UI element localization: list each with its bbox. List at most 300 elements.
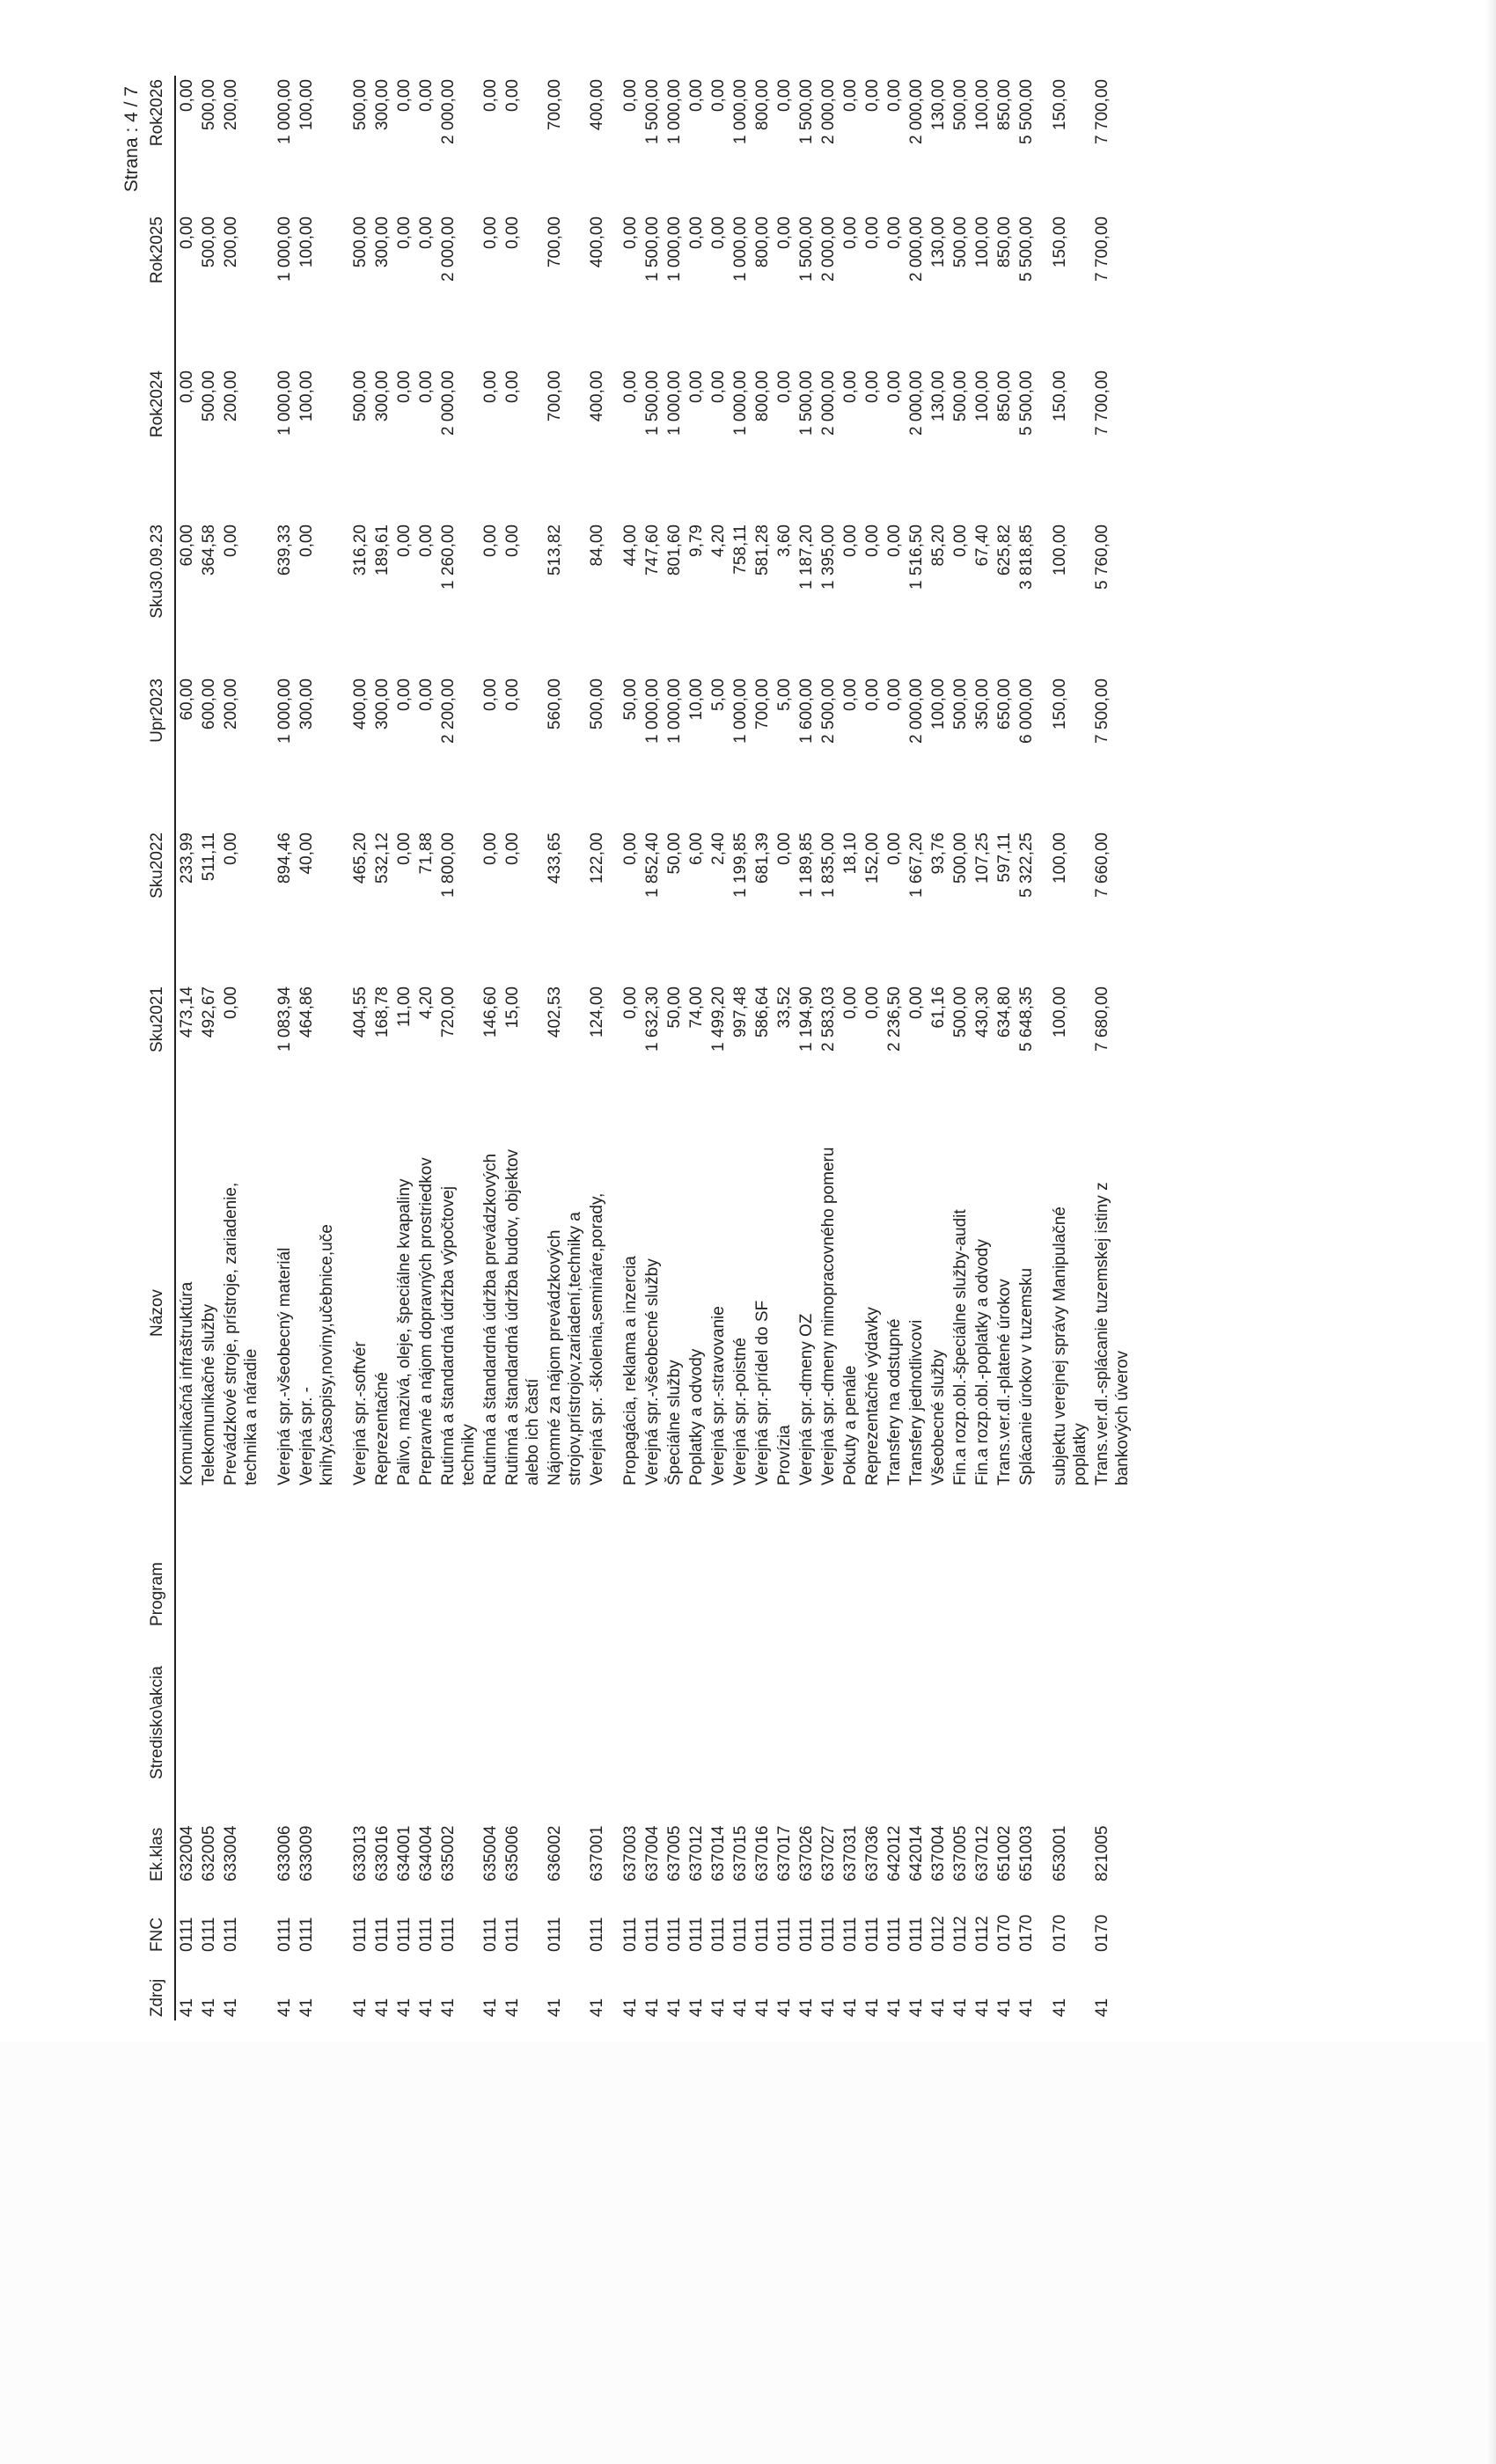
cell-sku2022: 681,39	[753, 832, 772, 884]
cell-zdroj: 41	[863, 1998, 882, 2017]
cell-rok2026: 0,00	[178, 79, 196, 112]
table-row	[730, 76, 752, 2020]
cell-program	[994, 1489, 1016, 1630]
cell-rok2025: 500,00	[951, 216, 970, 268]
cell-sku2021: 11,00	[395, 986, 414, 1028]
cell-rok2026: 0,00	[395, 79, 414, 112]
cell-sku2021: 1 083,94	[275, 986, 294, 1052]
cell-stredisko	[1038, 1630, 1091, 1783]
page-number: Strana : 4 / 7	[121, 86, 142, 193]
cell-rok2024: 500,00	[200, 370, 218, 422]
cell-sku2022: 5 322,25	[1017, 832, 1036, 898]
scan-background	[0, 2042, 1496, 2464]
cell-zdroj: 41	[753, 1998, 772, 2017]
cell-nazov: Propagácia, reklama a inzercia	[621, 1256, 640, 1485]
cell-program	[608, 1489, 642, 1630]
cell-fnc: 0111	[863, 1917, 882, 1952]
cell-ekklas: 634001	[395, 1825, 414, 1881]
cell-sku2023: 0,00	[863, 524, 882, 557]
cell-rok2026: 400,00	[588, 79, 606, 131]
cell-sku2023: 1 187,20	[797, 524, 816, 590]
cell-ekklas: 642014	[907, 1825, 926, 1881]
cell-rok2026: 0,00	[687, 79, 706, 112]
cell-fnc: 0170	[1051, 1914, 1069, 1952]
cell-fnc: 0111	[709, 1917, 728, 1952]
cell-rok2025: 100,00	[973, 216, 992, 268]
cell-rok2026: 100,00	[973, 79, 992, 131]
cell-nazov: Verejná spr.-dmeny OZ	[797, 1313, 816, 1485]
cell-sku2023: 316,20	[351, 524, 370, 576]
cell-sku2022: 511,11	[200, 832, 218, 882]
cell-sku2023: 801,60	[665, 524, 684, 576]
cell-nazov: Verejná spr.-dmeny mimopracovného pomeru	[819, 1147, 838, 1485]
cell-fnc: 0112	[929, 1916, 948, 1952]
cell-rok2024: 5 500,00	[1017, 370, 1036, 436]
cell-zdroj: 41	[178, 1998, 196, 2017]
cell-fnc: 0111	[417, 1917, 436, 1952]
table-row	[175, 76, 198, 2020]
cell-stredisko	[818, 1630, 840, 1783]
cell-ekklas: 632005	[200, 1825, 218, 1881]
cell-rok2024: 0,00	[687, 370, 706, 403]
cell-nazov: Špeciálne služby	[665, 1360, 684, 1485]
cell-rok2026: 0,00	[417, 79, 436, 112]
cell-sku2021: 473,14	[178, 986, 196, 1038]
cell-sku2023: 747,60	[643, 524, 662, 576]
cell-upr2023: 300,00	[297, 678, 316, 730]
cell-sku2022: 40,00	[297, 832, 316, 875]
cell-upr2023: 700,00	[753, 678, 772, 730]
cell-fnc: 0112	[951, 1916, 970, 1952]
cell-sku2022: 152,00	[863, 832, 882, 884]
cell-stredisko	[928, 1630, 950, 1783]
cell-rok2026: 700,00	[546, 79, 564, 131]
cell-upr2023: 200,00	[222, 678, 240, 730]
cell-sku2022: 0,00	[503, 832, 522, 865]
col-zdroj: Zdroj	[148, 1955, 175, 2020]
cell-nazov: Provízia	[775, 1425, 794, 1485]
cell-rok2026: 0,00	[885, 79, 904, 112]
cell-rok2025: 0,00	[503, 216, 522, 249]
cell-stredisko	[480, 1630, 502, 1783]
col-rok2024: Rok2024	[148, 367, 175, 521]
cell-sku2021: 430,30	[973, 986, 992, 1038]
cell-program	[586, 1489, 608, 1630]
cell-sku2021: 586,64	[753, 986, 772, 1038]
cell-ekklas: 633006	[275, 1825, 294, 1881]
cell-fnc: 0111	[797, 1917, 816, 1952]
cell-nazov: Verejná spr.-softvér	[351, 1341, 370, 1485]
cell-fnc: 0111	[481, 1917, 500, 1952]
cell-zdroj: 41	[1051, 1998, 1069, 2017]
col-rok2025: Rok2025	[148, 213, 175, 367]
cell-rok2026: 7 700,00	[1093, 79, 1111, 144]
cell-rok2025: 0,00	[709, 216, 728, 249]
cell-ekklas: 632004	[178, 1825, 196, 1881]
cell-fnc: 0111	[643, 1917, 662, 1952]
cell-rok2025: 2 000,00	[907, 216, 926, 282]
cell-zdroj: 41	[995, 1998, 1014, 2017]
cell-stredisko	[642, 1630, 664, 1783]
cell-sku2021: 33,52	[775, 986, 794, 1029]
cell-rok2025: 700,00	[546, 216, 564, 268]
table-row	[884, 76, 906, 2020]
cell-ekklas: 637012	[687, 1825, 706, 1881]
cell-zdroj: 41	[503, 1998, 522, 2017]
cell-zdroj: 41	[395, 1998, 414, 2017]
table-row	[840, 76, 862, 2020]
cell-upr2023: 10,00	[687, 678, 706, 721]
cell-sku2021: 2 236,50	[885, 986, 904, 1052]
cell-sku2023: 0,00	[395, 524, 414, 557]
cell-sku2021: 464,86	[297, 986, 316, 1038]
cell-zdroj: 41	[1093, 1998, 1111, 2017]
cell-program	[544, 1489, 586, 1630]
cell-zdroj: 41	[951, 1998, 970, 2017]
cell-rok2024: 0,00	[885, 370, 904, 403]
cell-nazov: Telekomunikačné služby	[200, 1304, 218, 1485]
cell-zdroj: 41	[643, 1998, 662, 2017]
cell-fnc: 0111	[395, 1917, 414, 1952]
cell-stredisko	[1016, 1630, 1038, 1783]
cell-fnc: 0111	[297, 1917, 316, 1952]
cell-rok2024: 7 700,00	[1093, 370, 1111, 436]
cell-fnc: 0170	[1093, 1914, 1111, 1952]
cell-upr2023: 60,00	[178, 678, 196, 721]
cell-ekklas: 634004	[417, 1825, 436, 1881]
table-row	[220, 76, 262, 2020]
cell-stredisko	[608, 1630, 642, 1783]
cell-program	[884, 1489, 906, 1630]
table-row	[502, 76, 544, 2020]
cell-upr2023: 1 000,00	[731, 678, 750, 744]
col-rok2026: Rok2026	[148, 76, 175, 213]
cell-upr2023: 350,00	[973, 678, 992, 730]
cell-upr2023: 600,00	[200, 678, 218, 730]
cell-sku2022: 1 852,40	[643, 832, 662, 898]
cell-fnc: 0111	[731, 1917, 750, 1952]
cell-stredisko	[175, 1630, 198, 1783]
cell-rok2026: 0,00	[775, 79, 794, 112]
cell-nazov: Rutinná a štandardná údržba budov, objektov alebo ich častí	[503, 1148, 542, 1485]
cell-fnc: 0111	[178, 1917, 196, 1952]
cell-rok2026: 0,00	[621, 79, 640, 112]
cell-ekklas: 637016	[753, 1825, 772, 1881]
table-row	[544, 76, 586, 2020]
cell-ekklas: 653001	[1051, 1825, 1069, 1881]
cell-zdroj: 41	[546, 1998, 564, 2017]
cell-upr2023: 6 000,00	[1017, 678, 1036, 744]
cell-fnc: 0111	[546, 1917, 564, 1952]
cell-stredisko	[415, 1630, 437, 1783]
cell-rok2024: 0,00	[709, 370, 728, 403]
cell-ekklas: 637015	[731, 1825, 750, 1881]
cell-program	[796, 1489, 818, 1630]
cell-upr2023: 500,00	[588, 678, 606, 730]
cell-nazov: Prepravné a nájom dopravných prostriedkov	[417, 1157, 436, 1485]
table-row	[774, 76, 796, 2020]
cell-rok2024: 1 500,00	[797, 370, 816, 436]
cell-nazov: Nájomné za nájom prevádzkových strojov,prístrojov,zariadení,techniky a	[546, 1212, 584, 1485]
cell-rok2024: 700,00	[546, 370, 564, 422]
cell-program	[338, 1489, 371, 1630]
cell-sku2022: 93,76	[929, 832, 948, 875]
cell-stredisko	[664, 1630, 686, 1783]
cell-sku2023: 44,00	[621, 524, 640, 567]
cell-nazov: Verejná spr.-všeobecný materiál	[275, 1247, 294, 1485]
cell-stredisko	[544, 1630, 586, 1783]
cell-nazov: Všeobecné služby	[929, 1349, 948, 1485]
cell-zdroj: 41	[665, 1998, 684, 2017]
cell-upr2023: 0,00	[395, 678, 414, 711]
cell-sku2023: 364,58	[200, 524, 218, 576]
cell-rok2025: 800,00	[753, 216, 772, 268]
cell-rok2026: 300,00	[373, 79, 392, 131]
cell-nazov: Rutinná a štandardná údržba výpočtovej techniky	[439, 1185, 478, 1485]
cell-rok2025: 0,00	[885, 216, 904, 249]
table-row	[437, 76, 480, 2020]
cell-fnc: 0111	[885, 1917, 904, 1952]
cell-program	[1016, 1489, 1038, 1630]
cell-fnc: 0111	[275, 1917, 294, 1952]
cell-rok2025: 2 000,00	[819, 216, 838, 282]
cell-rok2025: 0,00	[863, 216, 882, 249]
cell-upr2023: 0,00	[841, 678, 860, 711]
cell-stredisko	[796, 1630, 818, 1783]
cell-upr2023: 0,00	[417, 678, 436, 711]
cell-sku2021: 720,00	[439, 986, 458, 1038]
cell-ekklas: 651002	[995, 1825, 1014, 1881]
cell-upr2023: 7 500,00	[1093, 678, 1111, 744]
cell-stredisko	[884, 1630, 906, 1783]
cell-sku2023: 625,82	[995, 524, 1014, 576]
cell-sku2022: 1 667,20	[907, 832, 926, 898]
cell-stredisko	[906, 1630, 928, 1783]
cell-program	[1091, 1489, 1133, 1630]
cell-sku2023: 3 818,85	[1017, 524, 1036, 590]
cell-stredisko	[862, 1630, 884, 1783]
cell-sku2022: 233,99	[178, 832, 196, 884]
cell-sku2023: 85,20	[929, 524, 948, 567]
cell-rok2026: 5 500,00	[1017, 79, 1036, 144]
cell-ekklas: 635004	[481, 1825, 500, 1881]
cell-sku2023: 0,00	[885, 524, 904, 557]
cell-rok2025: 200,00	[222, 216, 240, 268]
cell-fnc: 0111	[351, 1917, 370, 1952]
cell-sku2022: 18,10	[841, 832, 860, 875]
cell-program	[480, 1489, 502, 1630]
cell-stredisko	[371, 1630, 393, 1783]
cell-sku2022: 597,11	[995, 832, 1014, 883]
cell-sku2023: 0,00	[841, 524, 860, 557]
cell-nazov: Verejná spr.-stravovanie	[709, 1306, 728, 1485]
cell-rok2025: 1 500,00	[797, 216, 816, 282]
cell-zdroj: 41	[297, 1998, 316, 2017]
cell-stredisko	[686, 1630, 708, 1783]
cell-sku2023: 0,00	[481, 524, 500, 557]
table-row	[296, 76, 338, 2020]
cell-rok2024: 2 000,00	[439, 370, 458, 436]
table-row	[950, 76, 972, 2020]
cell-zdroj: 41	[731, 1998, 750, 2017]
cell-program	[708, 1489, 730, 1630]
cell-rok2026: 0,00	[841, 79, 860, 112]
cell-sku2022: 0,00	[775, 832, 794, 865]
cell-sku2022: 71,88	[417, 832, 436, 875]
cell-rok2026: 1 500,00	[797, 79, 816, 144]
cell-nazov: Fin.a rozp.obl.-špeciálne služby-audit	[951, 1209, 970, 1485]
cell-zdroj: 41	[929, 1998, 948, 2017]
cell-program	[664, 1489, 686, 1630]
cell-upr2023: 0,00	[863, 678, 882, 711]
cell-rok2024: 0,00	[417, 370, 436, 403]
cell-upr2023: 500,00	[951, 678, 970, 730]
cell-sku2022: 433,65	[546, 832, 564, 884]
cell-sku2022: 50,00	[665, 832, 684, 875]
col-sku2023: Sku30.09.23	[148, 521, 175, 675]
cell-rok2025: 850,00	[995, 216, 1014, 268]
cell-rok2025: 300,00	[373, 216, 392, 268]
cell-upr2023: 5,00	[775, 678, 794, 711]
cell-nazov: Poplatky a odvody	[687, 1348, 706, 1485]
cell-rok2026: 500,00	[951, 79, 970, 131]
cell-rok2024: 0,00	[621, 370, 640, 403]
cell-ekklas: 642012	[885, 1825, 904, 1881]
cell-rok2025: 0,00	[481, 216, 500, 249]
table-row	[1091, 76, 1133, 2020]
cell-ekklas: 633004	[222, 1825, 240, 1881]
cell-nazov: Transfery na odstupné	[885, 1318, 904, 1485]
cell-rok2026: 1 500,00	[643, 79, 662, 144]
cell-zdroj: 41	[200, 1998, 218, 2017]
cell-sku2022: 7 660,00	[1093, 832, 1111, 898]
cell-rok2024: 800,00	[753, 370, 772, 422]
cell-ekklas: 637036	[863, 1825, 882, 1881]
cell-rok2024: 2 000,00	[819, 370, 838, 436]
cell-sku2021: 61,16	[929, 986, 948, 1029]
cell-sku2022: 122,00	[588, 832, 606, 884]
cell-nazov: Rutinná a štandardná údržba prevádzkových	[481, 1153, 500, 1485]
cell-upr2023: 100,00	[929, 678, 948, 730]
cell-sku2022: 6,00	[687, 832, 706, 865]
cell-sku2023: 67,40	[973, 524, 992, 567]
cell-sku2022: 1 199,85	[731, 832, 750, 898]
cell-nazov: Reprezentačné	[373, 1372, 392, 1485]
cell-sku2022: 500,00	[951, 832, 970, 884]
cell-rok2025: 500,00	[351, 216, 370, 268]
cell-program	[730, 1489, 752, 1630]
cell-sku2021: 500,00	[951, 986, 970, 1038]
cell-program	[220, 1489, 262, 1630]
table-row	[708, 76, 730, 2020]
cell-nazov: Transfery jednotlivcovi	[907, 1319, 926, 1485]
cell-nazov: Trans.ver.dl.-platené úrokov	[995, 1279, 1014, 1485]
cell-program	[175, 1489, 198, 1630]
cell-sku2022: 0,00	[222, 832, 240, 865]
cell-sku2021: 492,67	[200, 986, 218, 1038]
cell-program	[371, 1489, 393, 1630]
cell-sku2022: 0,00	[395, 832, 414, 865]
cell-zdroj: 41	[775, 1998, 794, 2017]
col-ekklas: Ek.klas	[148, 1783, 175, 1885]
cell-zdroj: 41	[797, 1998, 816, 2017]
cell-fnc: 0111	[503, 1917, 522, 1952]
cell-rok2024: 0,00	[841, 370, 860, 403]
cell-sku2022: 465,20	[351, 832, 370, 884]
cell-rok2024: 300,00	[373, 370, 392, 422]
cell-sku2023: 1 516,50	[907, 524, 926, 590]
cell-zdroj: 41	[351, 1998, 370, 2017]
cell-fnc: 0111	[753, 1917, 772, 1952]
cell-sku2022: 107,25	[973, 832, 992, 884]
cell-fnc: 0111	[775, 1917, 794, 1952]
table-row	[1038, 76, 1091, 2020]
cell-sku2021: 1 499,20	[709, 986, 728, 1052]
cell-zdroj: 41	[1017, 1998, 1036, 2017]
cell-rok2024: 0,00	[503, 370, 522, 403]
cell-ekklas: 637031	[841, 1825, 860, 1881]
cell-fnc: 0111	[588, 1917, 606, 1952]
cell-rok2025: 0,00	[687, 216, 706, 249]
cell-rok2024: 1 000,00	[731, 370, 750, 436]
cell-nazov: Palivo, mazivá, oleje, špeciálne kvapaliny	[395, 1178, 414, 1485]
cell-rok2024: 1 000,00	[275, 370, 294, 436]
cell-nazov: Verejná spr.-prídel do SF	[753, 1300, 772, 1485]
cell-fnc: 0111	[222, 1917, 240, 1952]
cell-upr2023: 400,00	[351, 678, 370, 730]
cell-sku2023: 5 760,00	[1093, 524, 1111, 590]
cell-zdroj: 41	[841, 1998, 860, 2017]
cell-rok2024: 100,00	[297, 370, 316, 422]
table-row	[972, 76, 994, 2020]
table-row	[1016, 76, 1038, 2020]
cell-rok2025: 1 500,00	[643, 216, 662, 282]
cell-ekklas: 635006	[503, 1825, 522, 1881]
cell-upr2023: 300,00	[373, 678, 392, 730]
cell-ekklas: 821005	[1093, 1825, 1111, 1881]
cell-sku2021: 2 583,03	[819, 986, 838, 1052]
cell-ekklas: 637004	[929, 1825, 948, 1881]
cell-rok2025: 7 700,00	[1093, 216, 1111, 282]
cell-sku2023: 84,00	[588, 524, 606, 567]
cell-ekklas: 633009	[297, 1825, 316, 1881]
cell-zdroj: 41	[481, 1998, 500, 2017]
cell-sku2021: 124,00	[588, 986, 606, 1038]
cell-stredisko	[708, 1630, 730, 1783]
cell-rok2025: 5 500,00	[1017, 216, 1036, 282]
cell-nazov: Splácanie úrokov v tuzemsku	[1017, 1267, 1036, 1485]
cell-program	[415, 1489, 437, 1630]
cell-upr2023: 1 000,00	[643, 678, 662, 744]
cell-rok2026: 800,00	[753, 79, 772, 131]
cell-ekklas: 637012	[973, 1825, 992, 1881]
cell-ekklas: 633013	[351, 1825, 370, 1881]
cell-rok2025: 1 000,00	[275, 216, 294, 282]
scan-edge	[1485, 0, 1496, 2464]
table-body	[175, 76, 1133, 2020]
col-upr2023: Upr2023	[148, 675, 175, 829]
cell-rok2024: 0,00	[481, 370, 500, 403]
cell-rok2024: 150,00	[1051, 370, 1069, 422]
cell-rok2026: 500,00	[351, 79, 370, 131]
cell-upr2023: 5,00	[709, 678, 728, 711]
cell-rok2025: 400,00	[588, 216, 606, 268]
cell-rok2026: 2 000,00	[439, 79, 458, 144]
cell-sku2023: 60,00	[178, 524, 196, 567]
cell-rok2026: 0,00	[481, 79, 500, 112]
cell-zdroj: 41	[907, 1998, 926, 2017]
cell-sku2021: 15,00	[503, 986, 522, 1029]
